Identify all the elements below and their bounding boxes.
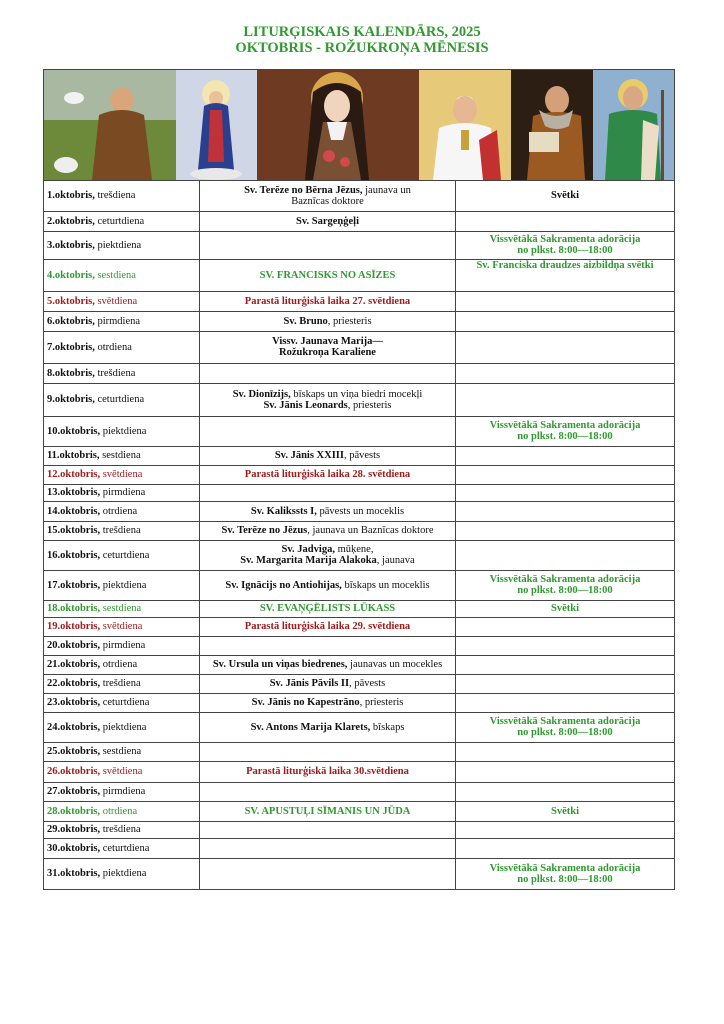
celebration-cell	[200, 363, 456, 383]
table-row	[44, 331, 674, 363]
date-label: 18.oktobris,	[47, 603, 101, 614]
date-label: 7.oktobris,	[47, 341, 95, 353]
cell-text: no plkst. 8:00—18:00	[517, 245, 613, 256]
note-cell	[456, 259, 675, 291]
celebration-cell	[200, 674, 456, 693]
table-row	[44, 761, 674, 782]
calendar	[43, 69, 675, 890]
cell-text: no plkst. 8:00—18:00	[517, 727, 613, 738]
celebration-cell	[200, 838, 456, 858]
cell-text: , jaunava	[376, 555, 415, 566]
weekday-label: trešdiena	[97, 367, 136, 379]
cell-text: Sv. Terēze no Jēzus	[221, 525, 308, 536]
cell-line	[459, 245, 671, 256]
table-row	[44, 446, 674, 465]
cell-text: Sv. Ursula un viņas biedrenes,	[212, 659, 348, 670]
note-cell	[456, 693, 675, 712]
cell-line	[203, 544, 452, 555]
table-row	[44, 742, 674, 761]
weekday-label: svētdiena	[97, 295, 138, 307]
weekday-label: piektdiena	[97, 239, 142, 251]
table-row	[44, 311, 674, 331]
note-cell	[456, 484, 675, 501]
note-cell	[456, 838, 675, 858]
cell-text: Sv. Terēze no Bērna Jēzus,	[244, 184, 363, 196]
cell-line	[203, 389, 452, 400]
celebration-cell	[200, 655, 456, 674]
cell-text: Vissvētākā Sakramenta adorācija	[489, 574, 641, 585]
note-cell	[456, 636, 675, 655]
date-label: 9.oktobris,	[47, 394, 95, 405]
table-row	[44, 259, 674, 291]
cell-line	[203, 196, 452, 207]
cell-text: jaunavas un mocekles	[347, 659, 443, 670]
cell-text: Sv. Ignācijs no Antiohijas,	[225, 579, 342, 591]
cell-text: Sv. Bruno	[283, 315, 328, 327]
weekday-label: sestdiena	[97, 269, 136, 281]
date-cell	[44, 600, 200, 617]
table-row	[44, 231, 674, 259]
cell-text: Vissvētākā Sakramenta adorācija	[489, 420, 641, 431]
cell-text: Svētki	[550, 603, 579, 614]
cell-text: , priesteris	[347, 399, 392, 411]
cell-line	[203, 400, 452, 411]
cell-line	[203, 806, 452, 817]
cell-line	[203, 296, 452, 307]
cell-text: Sv. Jadviga,	[281, 544, 335, 555]
cell-line	[203, 659, 452, 670]
date-cell	[44, 821, 200, 838]
celebration-cell	[200, 617, 456, 636]
cell-text: Sv. Jānis Pāvils II	[269, 678, 350, 689]
date-cell	[44, 363, 200, 383]
cell-text: Parastā liturģiskā laika 28. svētdiena	[244, 469, 411, 480]
table-row	[44, 821, 674, 838]
table-row	[44, 383, 674, 416]
weekday-label: ceturtdiena	[102, 549, 150, 561]
st-jude-image	[593, 70, 674, 180]
cell-line	[203, 697, 452, 708]
page-header	[0, 24, 724, 56]
celebration-cell	[200, 231, 456, 259]
weekday-label: svētdiena	[102, 766, 143, 777]
cell-line	[459, 431, 671, 442]
note-cell	[456, 742, 675, 761]
cell-text: Vissvētākā Sakramenta adorācija	[489, 716, 641, 727]
cell-line	[203, 722, 452, 733]
note-cell	[456, 570, 675, 600]
cell-text: SV. EVAŅĢĒLISTS LŪKASS	[259, 603, 396, 614]
date-cell	[44, 311, 200, 331]
table-row	[44, 363, 674, 383]
cell-line	[203, 316, 452, 327]
cell-text: Sv. Jānis Leonards	[263, 399, 348, 411]
note-cell	[456, 761, 675, 782]
table-row	[44, 617, 674, 636]
table-row	[44, 782, 674, 801]
cell-line	[459, 863, 671, 874]
celebration-cell	[200, 259, 456, 291]
date-cell	[44, 501, 200, 521]
cell-text: , priesteris	[359, 697, 404, 708]
cell-text: SV. FRANCISKS NO ASĪZES	[259, 269, 396, 281]
weekday-label: sestdiena	[102, 450, 141, 461]
weekday-label: svētdiena	[102, 469, 143, 480]
table-row	[44, 211, 674, 231]
note-cell	[456, 655, 675, 674]
note-cell	[456, 181, 675, 211]
cell-text: no plkst. 8:00—18:00	[517, 873, 613, 885]
weekday-label: piektdiena	[102, 868, 147, 880]
cell-text: , priesteris	[327, 315, 372, 327]
table-row	[44, 674, 674, 693]
note-cell	[456, 363, 675, 383]
weekday-label: ceturtdiena	[102, 842, 150, 854]
note-cell	[456, 383, 675, 416]
date-cell	[44, 693, 200, 712]
note-cell	[456, 416, 675, 446]
celebration-cell	[200, 331, 456, 363]
date-cell	[44, 570, 200, 600]
celebration-cell	[200, 540, 456, 570]
date-label: 8.oktobris,	[47, 367, 95, 379]
celebration-cell	[200, 742, 456, 761]
date-label: 27.oktobris,	[47, 786, 101, 797]
date-cell	[44, 484, 200, 501]
cell-line	[203, 678, 452, 689]
celebration-cell	[200, 693, 456, 712]
cell-line	[203, 336, 452, 347]
date-cell	[44, 416, 200, 446]
note-cell	[456, 801, 675, 821]
cell-line	[203, 185, 452, 196]
cell-text: Parastā liturģiskā laika 27. svētdiena	[244, 295, 411, 307]
note-cell	[456, 712, 675, 742]
table-row	[44, 838, 674, 858]
date-cell	[44, 291, 200, 311]
date-label: 1.oktobris,	[47, 190, 95, 202]
table-row	[44, 501, 674, 521]
cell-line	[459, 234, 671, 245]
cell-line	[459, 260, 671, 271]
note-cell	[456, 465, 675, 484]
celebration-cell	[200, 636, 456, 655]
celebration-cell	[200, 761, 456, 782]
note-cell	[456, 311, 675, 331]
cell-line	[459, 585, 671, 596]
cell-text: Vissv. Jaunava Marija—	[272, 336, 383, 347]
weekday-label: trešdiena	[97, 190, 136, 202]
note-cell	[456, 821, 675, 838]
cell-text: Svētki	[550, 190, 579, 202]
weekday-label: sestdiena	[102, 603, 142, 614]
celebration-cell	[200, 570, 456, 600]
st-francis-image	[44, 70, 176, 180]
celebration-cell	[200, 291, 456, 311]
date-label: 5.oktobris,	[47, 295, 95, 307]
cell-line	[459, 727, 671, 738]
note-cell	[456, 540, 675, 570]
table-row	[44, 540, 674, 570]
date-label: 23.oktobris,	[47, 697, 101, 708]
celebration-cell	[200, 821, 456, 838]
cell-text: Baznīcas doktore	[291, 195, 364, 207]
note-cell	[456, 446, 675, 465]
note-cell	[456, 600, 675, 617]
cell-text: Vissvētākā Sakramenta adorācija	[489, 234, 641, 245]
page-subtitle: OKTOBRIS - ROŽUKROŅA MĒNESIS	[235, 40, 489, 56]
celebration-cell	[200, 858, 456, 889]
weekday-label: trešdiena	[102, 824, 141, 835]
cell-line	[459, 874, 671, 885]
date-cell	[44, 211, 200, 231]
celebration-cell	[200, 712, 456, 742]
celebration-cell	[200, 181, 456, 211]
celebration-cell	[200, 311, 456, 331]
note-cell	[456, 521, 675, 540]
date-label: 24.oktobris,	[47, 721, 101, 733]
celebration-cell	[200, 501, 456, 521]
cell-text: no plkst. 8:00—18:00	[517, 585, 613, 596]
cell-text: , pāvests	[349, 678, 386, 689]
weekday-label: svētdiena	[102, 621, 143, 632]
date-cell	[44, 259, 200, 291]
weekday-label: sestdiena	[102, 746, 142, 757]
calendar-table	[44, 181, 674, 889]
date-cell	[44, 655, 200, 674]
cell-line	[459, 603, 671, 614]
cell-line	[459, 806, 671, 817]
table-row	[44, 655, 674, 674]
date-label: 2.oktobris,	[47, 215, 95, 227]
note-cell	[456, 291, 675, 311]
cell-text: Parastā liturģiskā laika 30.svētdiena	[246, 766, 409, 777]
date-cell	[44, 636, 200, 655]
table-row	[44, 693, 674, 712]
date-label: 14.oktobris,	[47, 505, 101, 517]
note-cell	[456, 782, 675, 801]
st-luke-image	[511, 70, 593, 180]
cell-text: Sv. Franciska draudzes aizbildņa svētki	[476, 259, 654, 271]
cell-line	[459, 716, 671, 727]
date-cell	[44, 446, 200, 465]
table-row	[44, 801, 674, 821]
date-cell	[44, 331, 200, 363]
weekday-label: otrdiena	[102, 505, 138, 517]
date-label: 22.oktobris,	[47, 678, 101, 689]
weekday-label: pirmdiena	[97, 315, 141, 327]
cell-text: bīskaps un moceklis	[341, 579, 430, 591]
weekday-label: trešdiena	[102, 525, 141, 536]
virgin-mary-image	[176, 70, 257, 180]
date-label: 10.oktobris,	[47, 425, 101, 437]
date-label: 25.oktobris,	[47, 746, 101, 757]
table-row	[44, 416, 674, 446]
date-cell	[44, 761, 200, 782]
date-cell	[44, 540, 200, 570]
cell-text: , pāvests	[343, 450, 381, 461]
table-row	[44, 181, 674, 211]
table-row	[44, 600, 674, 617]
note-cell	[456, 501, 675, 521]
celebration-cell	[200, 383, 456, 416]
celebration-cell	[200, 521, 456, 540]
date-label: 21.oktobris,	[47, 659, 101, 670]
date-cell	[44, 465, 200, 484]
cell-text: Sv. Antons Marija Klarets,	[250, 721, 371, 733]
date-cell	[44, 181, 200, 211]
cell-line	[459, 190, 671, 201]
date-cell	[44, 674, 200, 693]
cell-line	[203, 270, 452, 281]
date-label: 11.oktobris,	[47, 450, 100, 461]
date-label: 13.oktobris,	[47, 487, 101, 498]
weekday-label: pirmdiena	[102, 786, 146, 797]
cell-text: bīskaps	[370, 721, 405, 733]
cell-line	[203, 506, 452, 517]
weekday-label: otrdiena	[97, 341, 132, 353]
table-row	[44, 570, 674, 600]
weekday-label: pirmdiena	[102, 640, 146, 651]
table-row	[44, 858, 674, 889]
date-label: 3.oktobris,	[47, 239, 95, 251]
date-label: 29.oktobris,	[47, 824, 101, 835]
celebration-cell	[200, 782, 456, 801]
cell-text: bīskaps un viņa biedri mocekļi	[290, 388, 423, 400]
date-label: 31.oktobris,	[47, 868, 101, 880]
table-row	[44, 291, 674, 311]
note-cell	[456, 231, 675, 259]
weekday-label: pirmdiena	[102, 487, 146, 498]
celebration-cell	[200, 211, 456, 231]
table-row	[44, 521, 674, 540]
cell-text: Rožukroņa Karaliene	[279, 347, 376, 358]
weekday-label: otrdiena	[102, 659, 138, 670]
date-cell	[44, 712, 200, 742]
date-cell	[44, 782, 200, 801]
cell-line	[459, 574, 671, 585]
cell-text: SV. APUSTUĻI SĪMANIS UN JŪDA	[244, 805, 411, 817]
cell-line	[203, 469, 452, 480]
cell-text: pāvests un moceklis	[316, 505, 405, 517]
weekday-label: ceturtdiena	[97, 394, 145, 405]
date-label: 28.oktobris,	[47, 805, 101, 817]
weekday-label: piektdiena	[102, 579, 147, 591]
weekday-label: piektdiena	[102, 425, 147, 437]
note-cell	[456, 617, 675, 636]
st-therese-image	[257, 70, 419, 180]
cell-text: Parastā liturģiskā laika 29. svētdiena	[244, 621, 411, 632]
date-label: 12.oktobris,	[47, 469, 101, 480]
cell-text: Sv. Jānis no Kapestrāno	[251, 697, 360, 708]
weekday-label: ceturtdiena	[102, 697, 150, 708]
cell-text: Sv. Jānis XXIII	[274, 450, 344, 461]
celebration-cell	[200, 484, 456, 501]
date-label: 4.oktobris,	[47, 269, 95, 281]
date-cell	[44, 858, 200, 889]
cell-text: mūķene,	[334, 544, 374, 555]
pope-john-paul-image	[419, 70, 511, 180]
cell-line	[203, 555, 452, 566]
cell-text: Sv. Dionīzijs,	[232, 388, 291, 400]
weekday-label: otrdiena	[102, 805, 138, 817]
cell-line	[203, 216, 452, 227]
cell-text: Sv. Margarita Marija Alakoka	[240, 555, 377, 566]
cell-text: Vissvētākā Sakramenta adorācija	[489, 862, 641, 874]
page-title: LITURĢISKAIS KALENDĀRS, 2025	[243, 24, 481, 40]
weekday-label: trešdiena	[102, 678, 141, 689]
date-cell	[44, 617, 200, 636]
date-label: 20.oktobris,	[47, 640, 101, 651]
note-cell	[456, 211, 675, 231]
cell-text: Sv. Sargeņģeļi	[295, 215, 359, 227]
cell-text: Svētki	[550, 805, 579, 817]
celebration-cell	[200, 600, 456, 617]
cell-line	[203, 450, 452, 461]
date-cell	[44, 801, 200, 821]
table-row	[44, 636, 674, 655]
cell-line	[203, 766, 452, 777]
cell-line	[203, 525, 452, 536]
table-row	[44, 465, 674, 484]
celebration-cell	[200, 446, 456, 465]
date-label: 15.oktobris,	[47, 525, 101, 536]
celebration-cell	[200, 416, 456, 446]
note-cell	[456, 674, 675, 693]
cell-line	[203, 621, 452, 632]
cell-line	[203, 347, 452, 358]
weekday-label: ceturtdiena	[97, 215, 145, 227]
cell-text: no plkst. 8:00—18:00	[517, 431, 613, 442]
cell-line	[459, 420, 671, 431]
date-cell	[44, 383, 200, 416]
date-label: 17.oktobris,	[47, 579, 101, 591]
table-row	[44, 712, 674, 742]
cell-text: Sv. Kalikssts I,	[250, 505, 317, 517]
weekday-label: piektdiena	[102, 721, 147, 733]
cell-line	[203, 580, 452, 591]
table-row	[44, 484, 674, 501]
celebration-cell	[200, 465, 456, 484]
date-cell	[44, 231, 200, 259]
date-label: 30.oktobris,	[47, 842, 101, 854]
date-label: 16.oktobris,	[47, 549, 101, 561]
image-strip	[44, 70, 674, 181]
date-label: 6.oktobris,	[47, 315, 95, 327]
cell-text: , jaunava un Baznīcas doktore	[307, 525, 434, 536]
cell-text: jaunava un	[362, 184, 411, 196]
note-cell	[456, 331, 675, 363]
date-cell	[44, 838, 200, 858]
note-cell	[456, 858, 675, 889]
celebration-cell	[200, 801, 456, 821]
date-cell	[44, 742, 200, 761]
date-label: 26.oktobris,	[47, 766, 101, 777]
date-cell	[44, 521, 200, 540]
date-label: 19.oktobris,	[47, 621, 101, 632]
cell-line	[203, 603, 452, 614]
